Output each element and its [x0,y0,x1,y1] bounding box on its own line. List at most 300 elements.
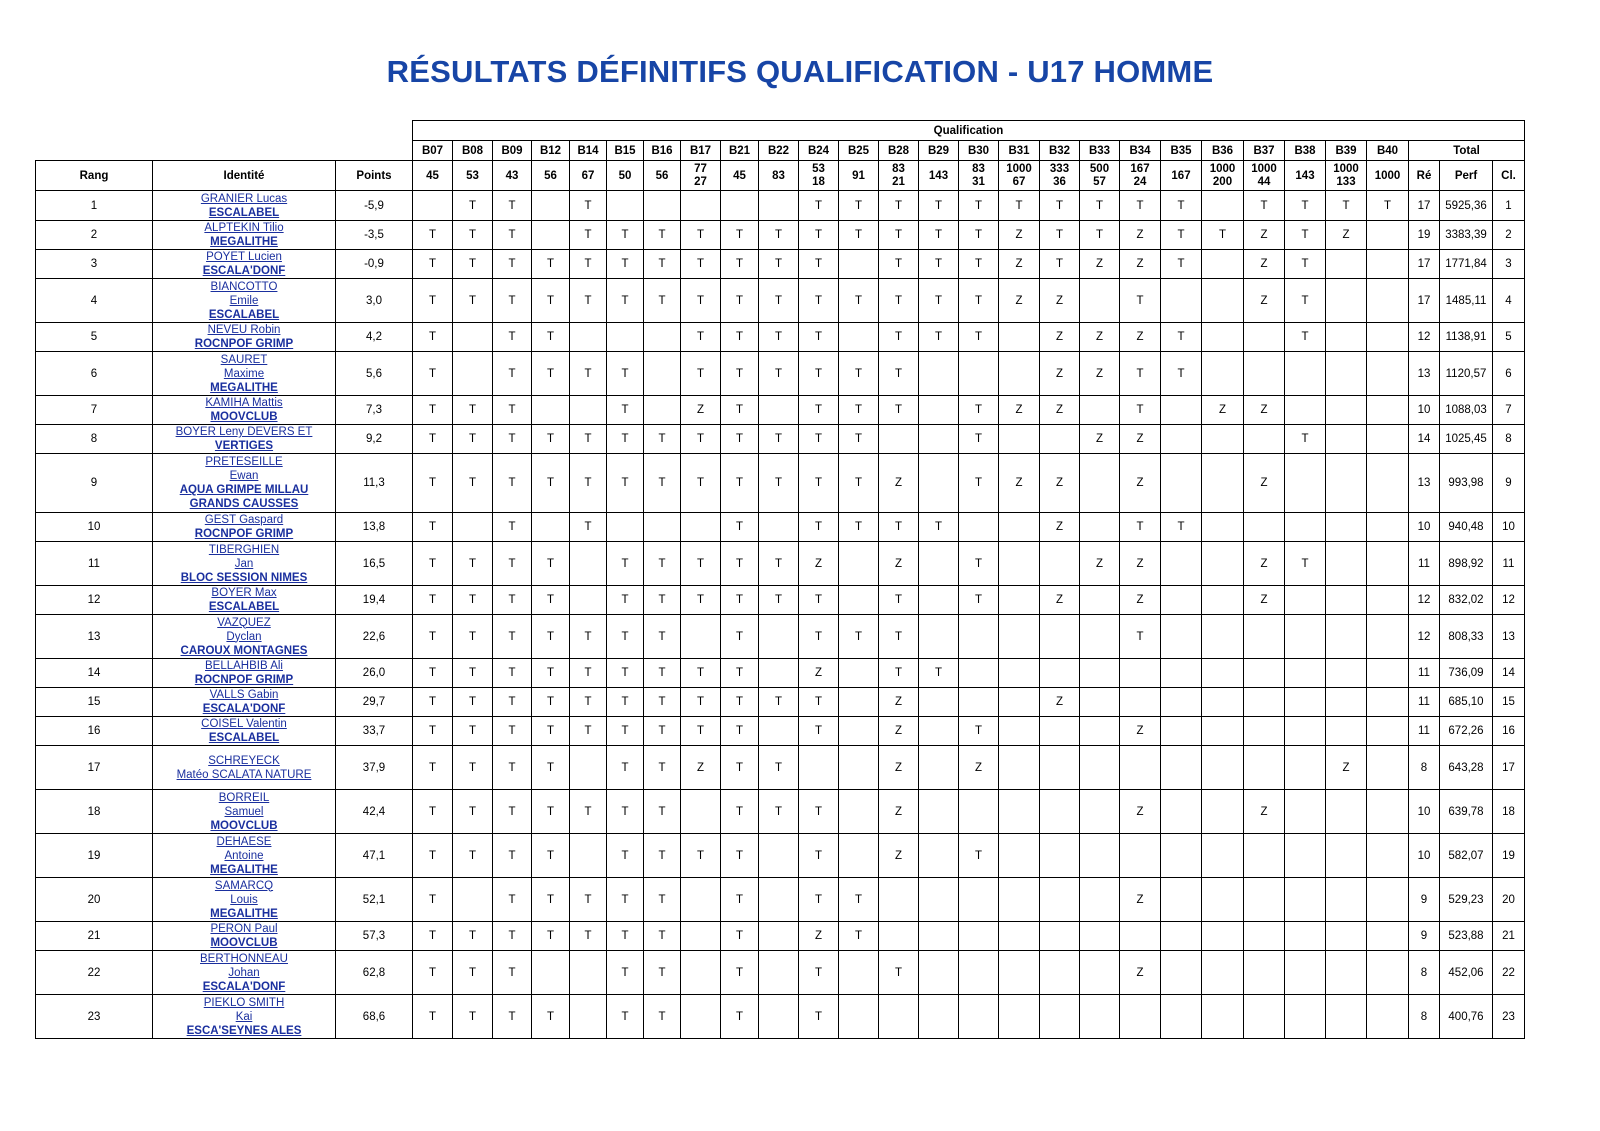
cell-bloc-b21: T [721,396,759,425]
club-name[interactable]: MEGALITHE [210,236,278,248]
cell-rang: 1 [36,191,153,221]
cell-bloc-b08: T [453,279,493,323]
athlete-name[interactable]: PRETESEILLE [205,456,283,468]
athlete-name[interactable]: Matéo SCALATA NATURE [176,768,312,781]
cell-bloc-b34: Z [1120,951,1161,995]
cell-bloc-b15: T [607,250,644,279]
cell-bloc-b22 [759,995,799,1039]
club-name[interactable]: ESCALA'DONF [202,265,286,277]
cell-bloc-b32: Z [1040,279,1080,323]
cell-bloc-b12: T [532,717,570,746]
cell-identite [153,790,336,834]
cell-re: 11 [1409,542,1440,586]
cell-bloc-b35 [1161,922,1202,951]
cell-perf: 5925,36 [1440,191,1493,221]
cell-bloc-b15: T [607,878,644,922]
cell-bloc-b34 [1120,995,1161,1039]
club-name[interactable]: AQUA GRIMPE MILLAU [179,484,309,496]
cell-bloc-b34 [1120,659,1161,688]
cell-bloc-b07: T [413,396,453,425]
club-name[interactable]: ESCALABEL [208,308,280,321]
athlete-name[interactable]: Dyclan [226,630,262,643]
cell-bloc-b37 [1244,659,1285,688]
cell-bloc-b08: T [453,790,493,834]
cell-bloc-b31 [999,425,1040,454]
cell-bloc-b38 [1285,615,1326,659]
cell-bloc-b34 [1120,922,1161,951]
cell-points: 13,8 [336,513,413,542]
table-row [36,221,1525,250]
table-row [36,323,1525,352]
bloc-grade-bottom: 27 [694,175,707,188]
club-name[interactable]: ROCNPOF GRIMP [194,674,294,686]
cell-points: 19,4 [336,586,413,615]
club-name[interactable]: MEGALITHE [210,863,278,876]
cell-bloc-b17: T [681,542,721,586]
club-name[interactable]: MOOVCLUB [210,819,278,832]
athlete-name[interactable]: GEST Gaspard [204,514,284,526]
cell-re: 13 [1409,352,1440,396]
bloc-grade-bottom: 133 [1336,175,1356,188]
table-row [36,586,1525,615]
bloc-grade-b40 [1367,161,1409,191]
cell-cl: 19 [1493,834,1525,878]
cell-bloc-b34: Z [1120,221,1161,250]
cell-perf: 898,92 [1440,542,1493,586]
club-name[interactable]: ESCALA'DONF [202,703,286,715]
cell-bloc-b38 [1285,951,1326,995]
cell-bloc-b24: T [799,995,839,1039]
bloc-grade-bottom: 21 [892,175,905,188]
cell-bloc-b16: T [644,688,681,717]
club-name[interactable]: MOOVCLUB [210,937,278,949]
cell-bloc-b15: T [607,454,644,513]
cell-bloc-b38 [1285,790,1326,834]
cell-bloc-b24: T [799,279,839,323]
athlete-name[interactable]: BORREIL [218,791,270,804]
cell-points: 26,0 [336,659,413,688]
cell-bloc-b39 [1326,250,1367,279]
cell-bloc-b31 [999,352,1040,396]
cell-bloc-b32: T [1040,221,1080,250]
club-name[interactable]: MEGALITHE [210,907,278,920]
cell-bloc-b12: T [532,995,570,1039]
cell-bloc-b21: T [721,425,759,454]
athlete-name[interactable]: TIBERGHIEN [208,543,280,556]
bloc-header-b22: B22 [759,141,799,161]
cell-cl: 12 [1493,586,1525,615]
cell-bloc-b16: T [644,542,681,586]
cell-identite [153,615,336,659]
club-name[interactable]: ESCALABEL [208,601,280,613]
cell-bloc-b17 [681,995,721,1039]
cell-bloc-b22: T [759,586,799,615]
cell-bloc-b34: Z [1120,878,1161,922]
club-name[interactable]: BLOC SESSION NIMES [180,571,308,584]
bloc-grade-b17 [681,161,721,191]
cell-perf: 523,88 [1440,922,1493,951]
cell-bloc-b32: Z [1040,688,1080,717]
cell-bloc-b40 [1367,717,1409,746]
cell-bloc-b21: T [721,717,759,746]
athlete-name[interactable]: Ewan [229,470,259,482]
cell-bloc-b09: T [493,425,532,454]
cell-bloc-b14: T [570,425,607,454]
cell-bloc-b07: T [413,615,453,659]
cell-bloc-b24: T [799,951,839,995]
cell-bloc-b28: Z [879,834,919,878]
cell-bloc-b33 [1080,659,1120,688]
club-name[interactable]: VERTIGES [214,440,274,452]
cell-cl: 3 [1493,250,1525,279]
athlete-name[interactable]: Louis [230,893,258,906]
cell-rang: 13 [36,615,153,659]
cell-bloc-b24: T [799,615,839,659]
cell-bloc-b35 [1161,425,1202,454]
athlete-name[interactable]: KAMIHA Mattis [205,397,283,409]
cell-bloc-b12: T [532,454,570,513]
cell-bloc-b25: T [839,454,879,513]
cell-points: 47,1 [336,834,413,878]
athlete-name[interactable]: Emile [229,294,259,307]
cell-bloc-b40 [1367,746,1409,790]
cell-bloc-b37 [1244,746,1285,790]
cell-bloc-b24: T [799,191,839,221]
club-name[interactable]: ESCA'SEYNES ALES [186,1024,302,1037]
cell-rang: 6 [36,352,153,396]
cell-bloc-b24: T [799,250,839,279]
cell-bloc-b17 [681,951,721,995]
cell-perf: 1120,57 [1440,352,1493,396]
cell-bloc-b28: Z [879,454,919,513]
cell-bloc-b22 [759,834,799,878]
cell-bloc-b14: T [570,790,607,834]
cell-rang: 11 [36,542,153,586]
cell-bloc-b31: Z [999,250,1040,279]
cell-bloc-b16: T [644,717,681,746]
cell-bloc-b09: T [493,542,532,586]
cell-bloc-b31: Z [999,454,1040,513]
cell-bloc-b25 [839,717,879,746]
cell-bloc-b38 [1285,834,1326,878]
cell-identite [153,396,336,425]
cell-bloc-b28: T [879,659,919,688]
cell-bloc-b35 [1161,878,1202,922]
cell-bloc-b40 [1367,790,1409,834]
cell-bloc-b09: T [493,454,532,513]
cell-bloc-b08: T [453,586,493,615]
cell-bloc-b15: T [607,746,644,790]
bloc-header-b34: B34 [1120,141,1161,161]
cell-re: 11 [1409,688,1440,717]
athlete-name[interactable]: Jan [234,557,254,570]
cell-points: 57,3 [336,922,413,951]
cell-cl: 7 [1493,396,1525,425]
cell-bloc-b22: T [759,454,799,513]
cell-cl: 20 [1493,878,1525,922]
athlete-name[interactable]: BELLAHBIB Ali [205,660,283,672]
cell-bloc-b33 [1080,922,1120,951]
cell-bloc-b36 [1202,746,1244,790]
cell-bloc-b32: Z [1040,454,1080,513]
cell-re: 12 [1409,323,1440,352]
cell-bloc-b35: T [1161,250,1202,279]
cell-bloc-b36 [1202,834,1244,878]
cell-rang: 5 [36,323,153,352]
cell-bloc-b21: T [721,221,759,250]
cell-bloc-b33 [1080,878,1120,922]
athlete-name[interactable]: SAMARCQ [214,879,274,892]
athlete-name[interactable]: GRANIER Lucas [200,192,288,205]
bloc-header-b12: B12 [532,141,570,161]
cell-bloc-b29: T [919,323,959,352]
cell-bloc-b38 [1285,746,1326,790]
cell-bloc-b28: T [879,513,919,542]
athlete-name[interactable]: Johan [228,966,260,979]
cell-identite [153,250,336,279]
cell-bloc-b40 [1367,221,1409,250]
cell-bloc-b08: T [453,717,493,746]
cell-bloc-b34: T [1120,513,1161,542]
bloc-grade-top: 45 [426,169,439,182]
club-name[interactable]: MOOVCLUB [210,411,278,423]
cell-bloc-b16: T [644,454,681,513]
cell-bloc-b29 [919,454,959,513]
cell-perf: 529,23 [1440,878,1493,922]
cell-bloc-b36: T [1202,221,1244,250]
club-name[interactable]: CAROUX MONTAGNES [180,644,308,657]
cell-bloc-b14: T [570,250,607,279]
cell-bloc-b40 [1367,352,1409,396]
cell-cl: 18 [1493,790,1525,834]
cell-bloc-b30: T [959,250,999,279]
bloc-grade-bottom: 57 [1093,175,1106,188]
club-name[interactable]: ESCALA'DONF [202,980,286,993]
cell-bloc-b37 [1244,995,1285,1039]
cell-re: 8 [1409,995,1440,1039]
cell-bloc-b25 [839,659,879,688]
cell-bloc-b28: Z [879,717,919,746]
cell-identite [153,542,336,586]
cell-bloc-b15: T [607,688,644,717]
cell-bloc-b37: Z [1244,250,1285,279]
athlete-name[interactable]: ALPTEKIN Tilio [204,222,284,234]
cell-rang: 14 [36,659,153,688]
cell-bloc-b35 [1161,688,1202,717]
athlete-name[interactable]: PERON Paul [210,923,278,935]
cell-bloc-b15: T [607,279,644,323]
cell-bloc-b29: T [919,191,959,221]
cell-bloc-b34 [1120,688,1161,717]
cell-bloc-b30 [959,352,999,396]
cell-rang: 12 [36,586,153,615]
cell-bloc-b29 [919,834,959,878]
bloc-grade-bottom: 67 [1012,175,1026,188]
cell-bloc-b17 [681,615,721,659]
cell-bloc-b34 [1120,834,1161,878]
athlete-name[interactable]: VALLS Gabin [209,689,279,701]
cell-bloc-b40 [1367,542,1409,586]
cell-bloc-b17: T [681,659,721,688]
athlete-name[interactable]: BERTHONNEAU [200,952,288,965]
cell-bloc-b09: T [493,717,532,746]
athlete-name[interactable]: VAZQUEZ [217,616,271,629]
cell-bloc-b25 [839,323,879,352]
cell-bloc-b08: T [453,659,493,688]
cell-rang: 2 [36,221,153,250]
club-name[interactable]: MEGALITHE [210,381,278,394]
club-name[interactable]: ESCALABEL [208,206,280,219]
cell-cl: 13 [1493,615,1525,659]
cell-re: 10 [1409,513,1440,542]
cell-bloc-b28: Z [879,746,919,790]
cell-bloc-b21: T [721,454,759,513]
cell-bloc-b32 [1040,834,1080,878]
cell-re: 11 [1409,659,1440,688]
cell-bloc-b32 [1040,746,1080,790]
cell-bloc-b38: T [1285,221,1326,250]
bloc-grade-b29 [919,161,959,191]
cell-bloc-b29 [919,688,959,717]
athlete-name[interactable]: BOYER Leny DEVERS ET [175,426,313,438]
club-name[interactable]: ROCNPOF GRIMP [194,528,294,540]
athlete-name[interactable]: PIEKLO SMITH [203,996,285,1009]
cell-bloc-b22 [759,513,799,542]
cell-bloc-b15: T [607,221,644,250]
cell-bloc-b16: T [644,834,681,878]
cell-bloc-b35 [1161,279,1202,323]
cell-bloc-b07: T [413,279,453,323]
cell-bloc-b09: T [493,951,532,995]
athlete-name[interactable]: COISEL Valentin [201,718,287,730]
athlete-name[interactable]: SCHREYECK [208,754,280,767]
cell-re: 17 [1409,191,1440,221]
athlete-name[interactable]: SAURET [220,353,268,366]
cell-bloc-b34: T [1120,615,1161,659]
cell-bloc-b38 [1285,659,1326,688]
cell-bloc-b12: T [532,586,570,615]
cell-bloc-b32 [1040,878,1080,922]
cell-cl: 22 [1493,951,1525,995]
cell-identite [153,191,336,221]
athlete-name[interactable]: POYET Lucien [206,251,282,263]
cell-points: 62,8 [336,951,413,995]
cell-rang: 10 [36,513,153,542]
cell-bloc-b16: T [644,746,681,790]
table-row [36,279,1525,323]
cell-bloc-b39 [1326,688,1367,717]
athlete-name[interactable]: Samuel [224,805,264,818]
cell-bloc-b28: Z [879,688,919,717]
cell-identite [153,513,336,542]
cell-bloc-b33 [1080,586,1120,615]
results-table [35,120,1525,1039]
cell-bloc-b32: Z [1040,586,1080,615]
header-total: Total [1409,141,1525,161]
cell-bloc-b21: T [721,615,759,659]
cell-bloc-b09: T [493,659,532,688]
athlete-name[interactable]: BIANCOTTO [210,280,278,293]
table-row [36,951,1525,995]
cell-bloc-b30: T [959,454,999,513]
athlete-name[interactable]: Maxime [223,367,265,380]
cell-bloc-b14 [570,995,607,1039]
club-name[interactable]: ROCNPOF GRIMP [194,338,294,350]
athlete-name[interactable]: Antoine [224,849,264,862]
athlete-name[interactable]: Kai [235,1010,253,1023]
cell-bloc-b38 [1285,688,1326,717]
cell-bloc-b07: T [413,922,453,951]
table-row [36,659,1525,688]
cell-bloc-b30 [959,922,999,951]
cell-identite [153,586,336,615]
cell-bloc-b33 [1080,951,1120,995]
bloc-header-b35: B35 [1161,141,1202,161]
athlete-name[interactable]: NEVEU Robin [207,324,281,336]
cell-bloc-b28: T [879,221,919,250]
cell-bloc-b21: T [721,323,759,352]
athlete-name[interactable]: DEHAESE [216,835,272,848]
cell-bloc-b39 [1326,717,1367,746]
bloc-grade-b25 [839,161,879,191]
cell-identite [153,746,336,790]
cell-bloc-b22: T [759,279,799,323]
cell-bloc-b30 [959,659,999,688]
club-name[interactable]: ESCALABEL [208,732,280,744]
cell-bloc-b34: T [1120,396,1161,425]
cell-bloc-b38: T [1285,279,1326,323]
cell-bloc-b39 [1326,615,1367,659]
cell-bloc-b17: T [681,425,721,454]
cell-bloc-b24: T [799,396,839,425]
club-name[interactable]: GRANDS CAUSSES [189,498,299,510]
cell-bloc-b36 [1202,279,1244,323]
cell-re: 10 [1409,396,1440,425]
cell-bloc-b31 [999,513,1040,542]
cell-bloc-b38: T [1285,250,1326,279]
header-qualification: Qualification [413,121,1525,141]
cell-bloc-b33: T [1080,221,1120,250]
cell-bloc-b16: T [644,878,681,922]
cell-bloc-b21: T [721,790,759,834]
cell-bloc-b07: T [413,425,453,454]
cell-bloc-b16 [644,352,681,396]
cell-rang: 18 [36,790,153,834]
cell-bloc-b40 [1367,659,1409,688]
cell-points: 29,7 [336,688,413,717]
athlete-name[interactable]: BOYER Max [211,587,277,599]
cell-bloc-b25 [839,250,879,279]
cell-bloc-b25 [839,995,879,1039]
cell-bloc-b14 [570,586,607,615]
cell-rang: 7 [36,396,153,425]
cell-bloc-b08: T [453,542,493,586]
cell-bloc-b35: T [1161,513,1202,542]
cell-bloc-b39 [1326,995,1367,1039]
cell-bloc-b15: T [607,995,644,1039]
cell-re: 9 [1409,922,1440,951]
cell-bloc-b36 [1202,323,1244,352]
cell-bloc-b40 [1367,586,1409,615]
cell-bloc-b07: T [413,834,453,878]
cell-bloc-b39 [1326,922,1367,951]
cell-bloc-b39 [1326,951,1367,995]
cell-bloc-b24: T [799,790,839,834]
cell-cl: 9 [1493,454,1525,513]
cell-bloc-b24: T [799,688,839,717]
cell-bloc-b14 [570,834,607,878]
cell-bloc-b35 [1161,790,1202,834]
